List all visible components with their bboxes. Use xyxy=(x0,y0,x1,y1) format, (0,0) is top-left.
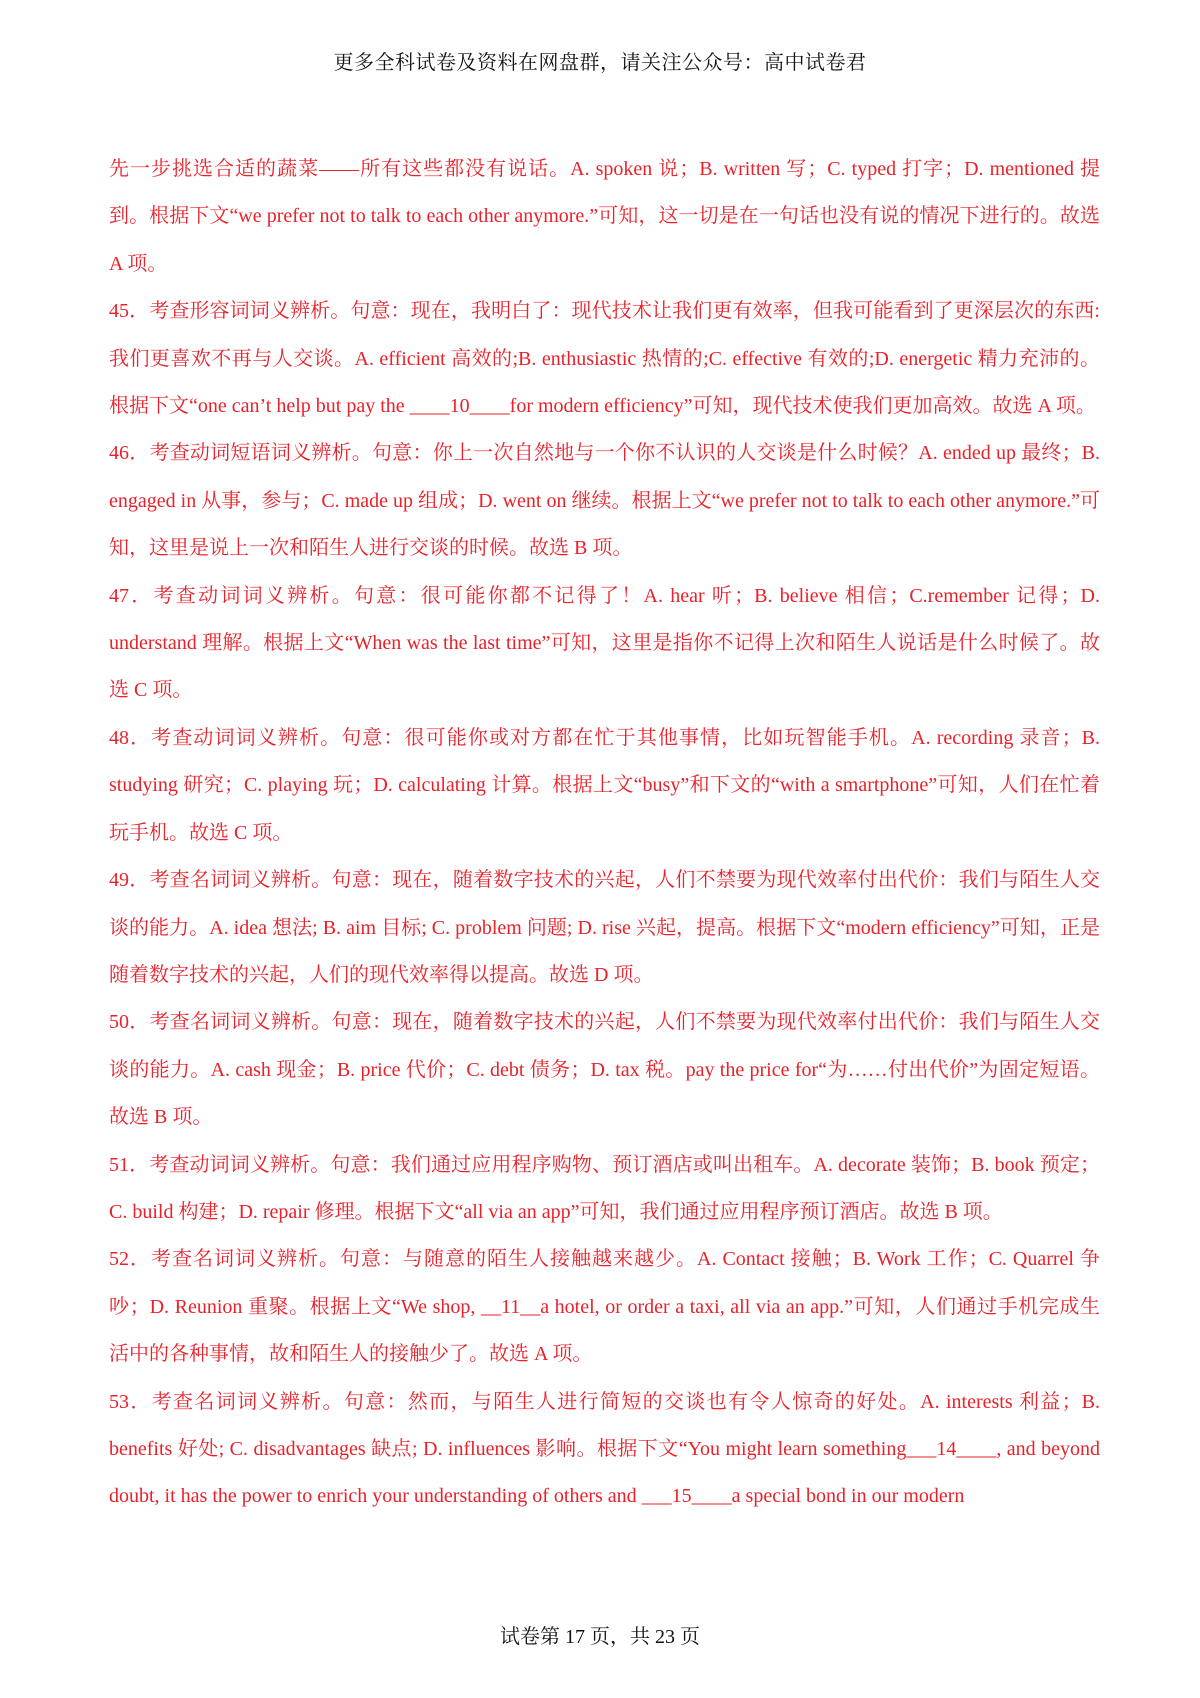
explanation-paragraph-46: 46．考查动词短语词义辨析。句意：你上一次自然地与一个你不认识的人交谈是什么时候？A. ended up 最终；B. engaged in 从事，参与；C. made up 组成；D. went on 继续。根据上文“we prefer not to talk to each other anymore.”可知，这里是说上一次和陌生人进行交谈的时候。故选 B 项。 xyxy=(109,442,1100,560)
explanation-paragraph-47: 47．考查动词词义辨析。句意：很可能你都不记得了！A. hear 听；B. believe 相信；C.remember 记得；D. understand 理解。根据上文“When was the last time”可知，这里是指你不记得上次和陌生人说话是什么时候了。故选 C 项。 xyxy=(109,584,1100,702)
explanation-paragraph-52: 52．考查名词词义辨析。句意：与随意的陌生人接触越来越少。A. Contact 接触；B. Work 工作；C. Quarrel 争吵；D. Reunion 重聚。根据上文“We shop, __11__a hotel, or order a taxi, all via an app.”可知，人们通过手机完成生活中的各种事情，故和陌生人的接触少了。故选 A 项。 xyxy=(109,1248,1100,1366)
explanation-paragraph-48: 48．考查动词词义辨析。句意：很可能你或对方都在忙于其他事情，比如玩智能手机。A. recording 录音；B. studying 研究；C. playing 玩；D. calculating 计算。根据上文“busy”和下文的“with a smartphone”可知，人们在忙着玩手机。故选 C 项。 xyxy=(109,726,1100,844)
explanation-paragraph-51: 51．考查动词词义辨析。句意：我们通过应用程序购物、预订酒店或叫出租车。A. decorate 装饰；B. book 预定；C. build 构建；D. repair 修理。根据下文“all via an app”可知，我们通过应用程序预订酒店。故选 B 项。 xyxy=(109,1153,1100,1223)
explanation-paragraph-50: 50．考查名词词义辨析。句意：现在，随着数字技术的兴起，人们不禁要为现代效率付出代价：我们与陌生人交谈的能力。A. cash 现金；B. price 代价；C. debt 债务；D. tax 税。pay the price for“为……付出代价”为固定短语。故选 B 项。 xyxy=(109,1011,1100,1129)
page-footer: 试卷第 17 页，共 23 页 xyxy=(500,1626,700,1648)
answer-explanations xyxy=(109,146,1100,1521)
page-header: 更多全科试卷及资料在网盘群，请关注公众号：高中试卷君 xyxy=(333,50,867,74)
explanation-paragraph-53: 53．考查名词词义辨析。句意：然而，与陌生人进行简短的交谈也有令人惊奇的好处。A. interests 利益；B. benefits 好处; C. disadvantages 缺点; D. influences 影响。根据下文“You might learn something___14____, and beyond doubt, it has the power to enrich your understanding of others and ___15____a special bond in our modern xyxy=(109,1390,1100,1508)
explanation-paragraph-49: 49．考查名词词义辨析。句意：现在，随着数字技术的兴起，人们不禁要为现代效率付出代价：我们与陌生人交谈的能力。A. idea 想法; B. aim 目标; C. problem 问题; D. rise 兴起，提高。根据下文“modern efficiency”可知，正是随着数字技术的兴起，人们的现代效率得以提高。故选 D 项。 xyxy=(109,869,1100,986)
explanation-paragraph-continued: 先一步挑选合适的蔬菜——所有这些都没有说话。A. spoken 说；B. written 写；C. typed 打字；D. mentioned 提到。根据下文“we prefer not to talk to each other anymore.”可知，这一切是在一句话也没有说的情况下进行的。故选 A 项。 xyxy=(109,158,1100,275)
explanation-paragraph-45: 45．考查形容词词义辨析。句意：现在，我明白了：现代技术让我们更有效率，但我可能看到了更深层次的东西:我们更喜欢不再与人交谈。A. efficient 高效的;B. enthusiastic 热情的;C. effective 有效的;D. energetic 精力充沛的。根据下文“one can’t help but pay the ____10____for modern efficiency”可知，现代技术使我们更加高效。故选 A 项。 xyxy=(109,300,1100,418)
